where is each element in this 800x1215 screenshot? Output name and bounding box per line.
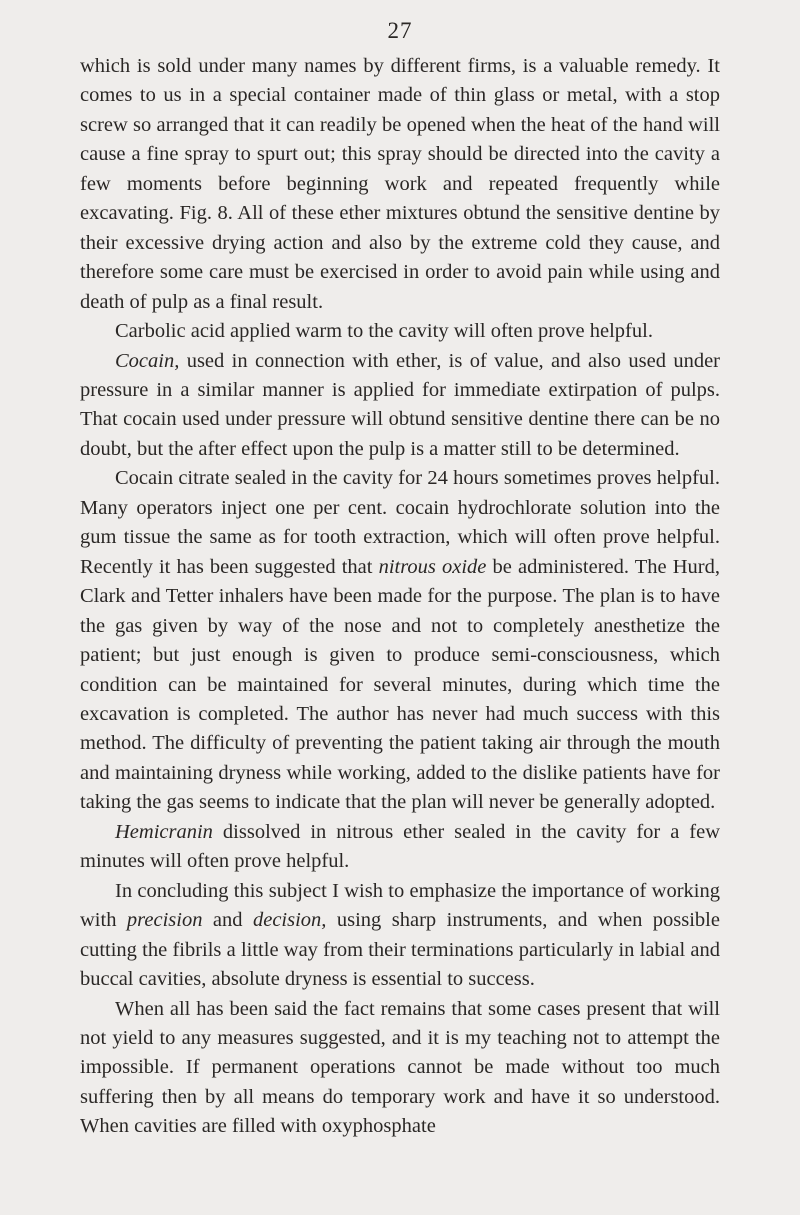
paragraph [80,818,720,877]
italic-term: precision [126,909,203,932]
text-segment: Carbolic acid applied warm to the cavity will often prove helpful. [115,320,653,343]
text-segment: which is sold under many names by different firms, is a valuable remedy. It comes to us in a special container made of thin glass or metal, with a stop screw so arranged that it can readily be opened when the heat of the hand will cause a fine spray to spurt out; this spray should be directed into the cavity a few moments before beginning work and repeated frequently while excavating. Fig. 8. All of these ether mixtures obtund the sensitive dentine by their excessive drying action and also by the extreme cold they cause, and therefore some care must be exercised in order to avoid pain while using and death of pulp as a final result. [80,55,720,313]
text-segment: In concluding this subject I wish to emphasize the importance of working with [80,879,720,932]
paragraph [80,877,720,995]
text-segment: Cocain citrate sealed in the cavity for 24 hours sometimes proves helpful. Many operators inject one per cent. cocain hydrochlorate solution into the gum tissue the same as for tooth extraction, which will often prove helpful. Recently it has been suggested that [80,467,720,578]
text-segment: using sharp instruments, and when possible cutting the fibrils a little way from their terminations particularly in labial and buccal cavities, absolute dryness is essential to success. [80,909,720,991]
text-segment: dissolved in nitrous ether sealed in the cavity for a few minutes will often prove helpful. [80,820,720,873]
italic-term: nitrous oxide [378,555,487,578]
paragraph [80,317,720,346]
text-segment: used in connection with ether, is of value, and also used under pressure in a similar manner is applied for immediate extirpation of pulps. That cocain used under pressure will obtund sensitive dentine there can be no doubt, but the after effect upon the pulp is a matter still to be determined. [80,349,720,460]
paragraph [80,995,720,1142]
paragraph [80,52,720,317]
italic-term: Cocain, [115,349,180,372]
paragraph [80,464,720,817]
italic-term: Hemicranin [115,820,213,843]
paragraph [80,347,720,465]
body-text [80,52,720,1142]
italic-term: decision, [252,909,327,932]
text-segment: When all has been said the fact remains that some cases present that will not yield to any measures suggested, and it is my teaching not to attempt the impossible. If permanent operations cannot be made without too much suffering then by all means do temporary work and have it so understood. When cavities are filled with oxyphosphate [80,997,720,1138]
text-segment: be administered. The Hurd, Clark and Tetter inhalers have been made for the purpose. The plan is to have the gas given by way of the nose and not to completely anesthetize the patient; but just enough is given to produce semi-consciousness, which condition can be maintained for several minutes, during which time the excavation is completed. The author has never had much success with this method. The difficulty of preventing the patient taking air through the mouth and maintaining dryness while working, added to the dislike patients have for taking the gas seems to indicate that the plan will never be generally adopted. [80,555,720,814]
text-segment: and [202,909,253,932]
page-number: 27 [387,18,413,43]
